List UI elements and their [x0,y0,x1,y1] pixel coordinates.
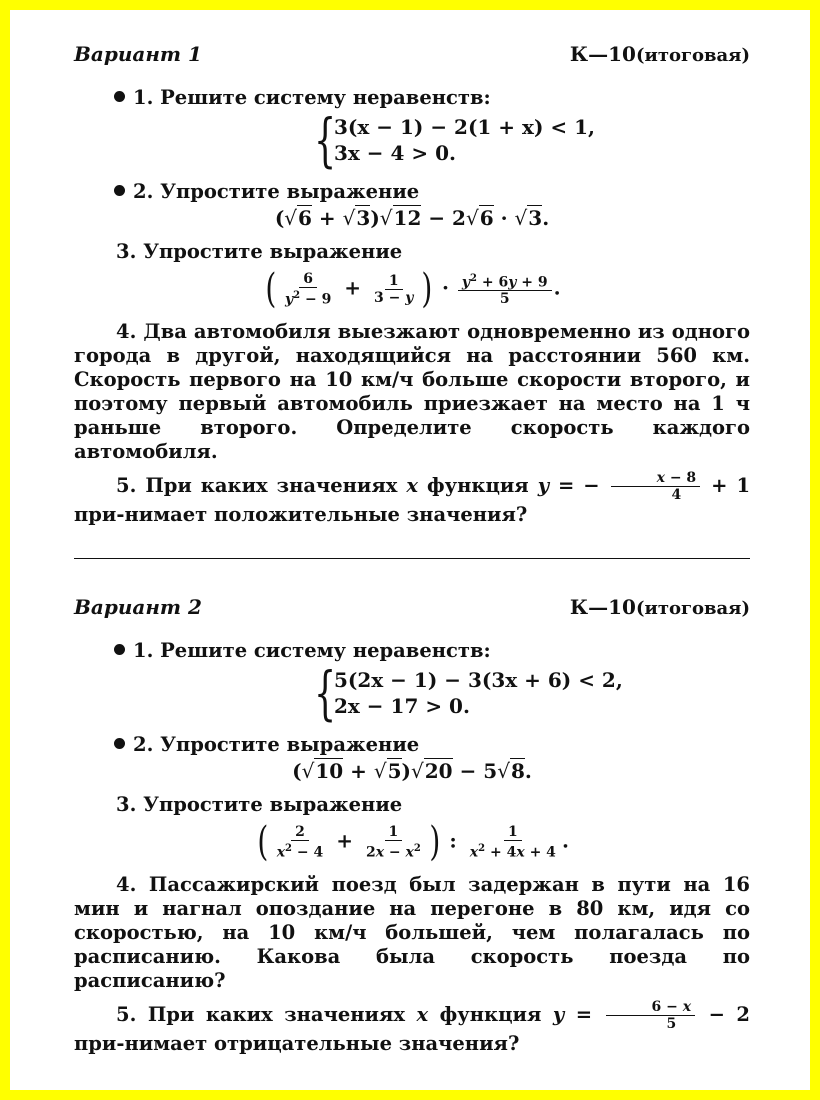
test-code-note: (итоговая) [635,598,750,619]
task-1 [74,639,750,663]
inequality-2: 2x − 17 > 0. [334,694,470,718]
task-4: 4. Пассажирский поезд был задержан в пути на 16 мин и нагнал опоздание на перегоне в 80 км, идя со скоростью, на 10 км/ч большей, чем полагалась по расписанию. Какова была скорость поезда по расписанию? [74,873,750,992]
bullet-icon [114,185,125,196]
divider-line [74,558,750,559]
expression-3: ( $\frac{6}{y^2 - 9}$ + $\frac{1}{3 - y}$ ) · $\frac{y^2 + 6y + 9}{5}$ . [265,266,561,312]
task-2-label: 2. Упростите выражение [133,180,420,203]
test-code [570,42,750,66]
test-code-number: К—10 [569,595,636,619]
task-1-label: 1. Решите систему неравенств: [133,639,491,662]
variant-title: Вариант 2 [74,595,202,619]
inequality-system [314,659,750,727]
test-code [570,595,750,619]
brace-icon: { [314,106,337,174]
worksheet-page [10,10,810,1090]
inequality-1: 5(2x − 1) − 3(3x + 6) < 2, [334,668,623,692]
expression-3: ( $\frac{2}{x^2 - 4}$ + $\frac{1}{2x - x^2}$ ) : $\frac{1}{x^2 + 4x + 4}$ . [257,819,569,865]
variant-header [74,595,750,631]
bullet-icon [114,91,125,102]
test-code-note: (итоговая) [635,45,750,66]
inequality-system [314,106,750,174]
task-5-post: при-нимает положительные значения? [74,503,528,526]
task-5-pre: 5. При каких значениях [116,474,398,497]
variant-2 [74,595,750,1056]
task-3-label: 3. Упростите выражение [116,240,403,263]
task-2 [74,180,750,204]
task-4: 4. Два автомобиля выезжают одновременно из одного города в другой, находящийся на расстоянии 560 км. Скорость первого на 10 км/ч больше скорости второго, и поэтому первый автомобиль приезжает на место на 1 ч раньше второго. Определите скорость каждого автомобиля. [74,320,750,463]
inequality-2: 3x − 4 > 0. [334,141,457,165]
task-2-label: 2. Упростите выражение [133,733,420,756]
task-3 [74,793,750,817]
bullet-icon [114,644,125,655]
task-5-mid: функция [439,1003,542,1026]
variant-title: Вариант 1 [74,42,202,66]
task-3 [74,240,750,264]
task-1-label: 1. Решите систему неравенств: [133,86,491,109]
task-5-mid: функция [427,474,529,497]
task-3-label: 3. Упростите выражение [116,793,403,816]
test-code-number: К—10 [569,42,636,66]
task-2 [74,733,750,757]
expression-2: (√6 + √3)√12 − 2√6 · √3. [274,206,550,230]
task-5-post: при-нимает отрицательные значения? [74,1032,520,1055]
expression-2: (√10 + √5)√20 − 5√8. [292,759,532,783]
variant-1 [74,42,750,527]
bullet-icon [114,738,125,749]
brace-icon: { [314,659,337,727]
inequality-1: 3(x − 1) − 2(1 + x) < 1, [334,115,595,139]
variant-header [74,42,750,78]
task-1 [74,86,750,110]
task-5: 5. При каких значениях x функция y = − $\frac{x - 8}{4}$ + 1 при-нимает положительные значения? [74,470,751,526]
task-5-pre: 5. При каких значениях [116,1003,406,1026]
task-5: 5. При каких значениях x функция y = $\frac{6 - x}{5}$ − 2 при-нимает отрицательные значения? [74,999,750,1055]
